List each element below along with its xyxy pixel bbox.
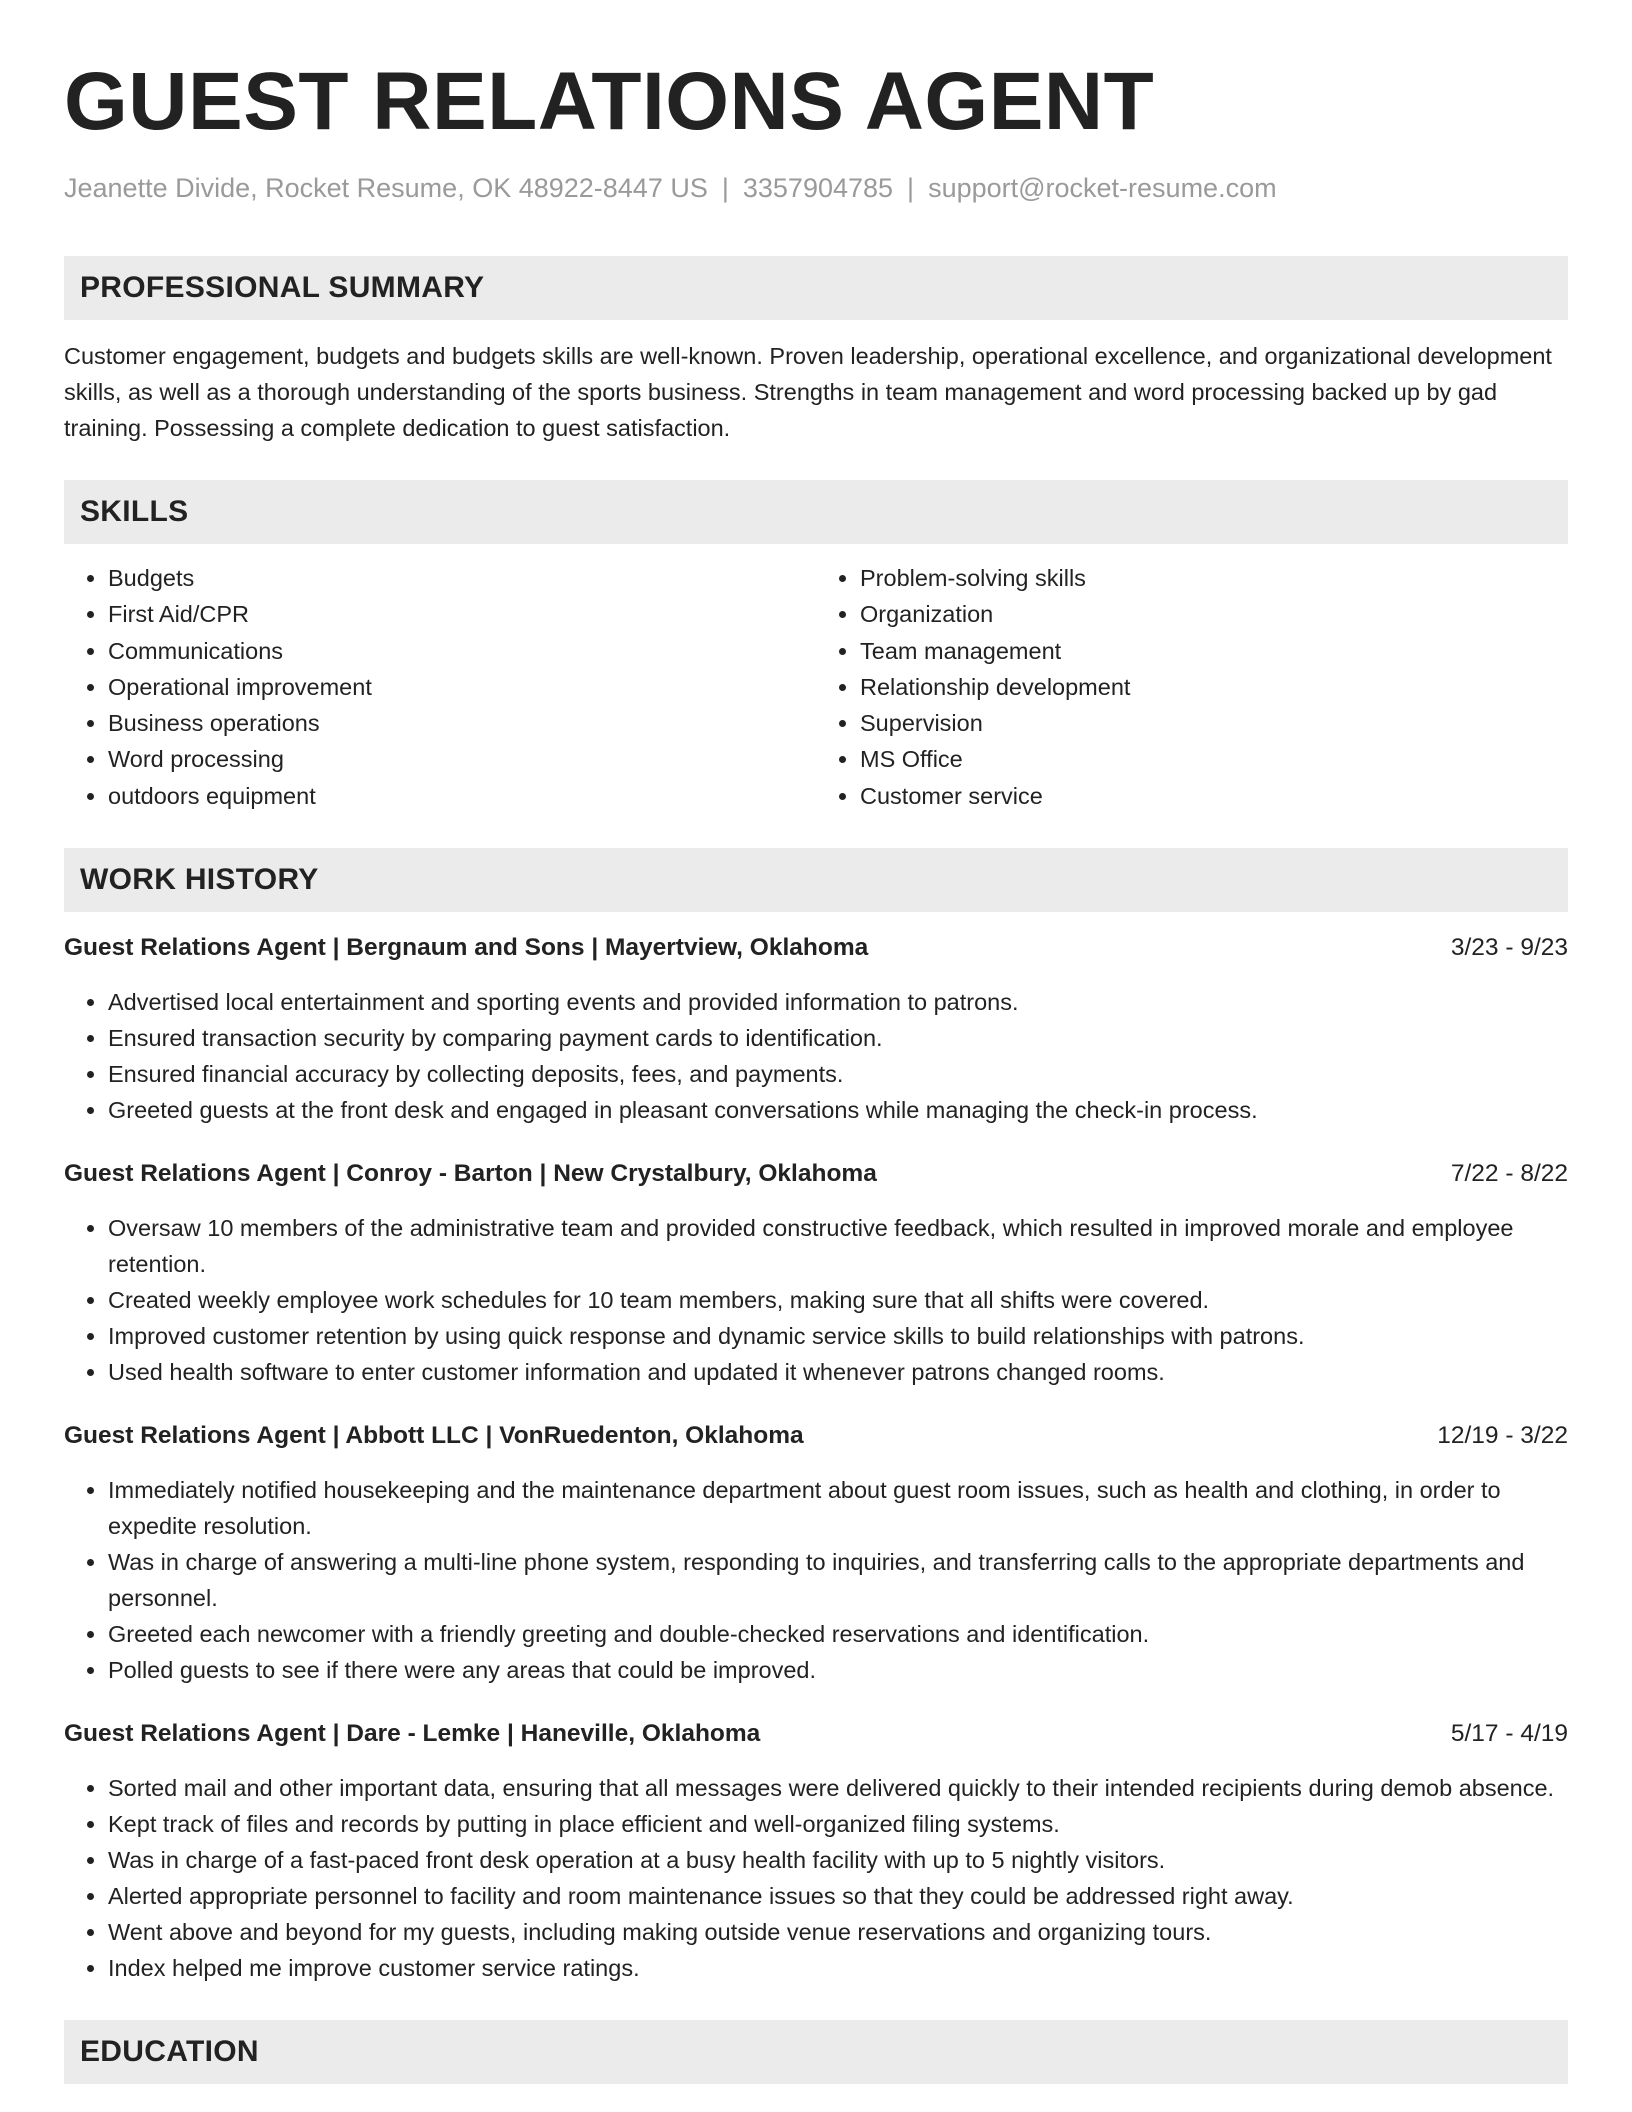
skill-item: • Customer service xyxy=(860,778,1568,814)
contact-email: support@rocket-resume.com xyxy=(928,173,1277,203)
section-header-work-history: WORK HISTORY xyxy=(64,848,1568,912)
job-header xyxy=(64,1156,1568,1192)
skill-item: • outdoors equipment xyxy=(108,778,816,814)
job-bullet: • Immediately notified housekeeping and the maintenance department about guest room issues, such as health and clothing, in order to expedite resolution. xyxy=(108,1472,1568,1544)
job-title: Guest Relations Agent | Abbott LLC | VonRuedenton, Oklahoma xyxy=(64,1422,804,1450)
job-bullet: • Improved customer retention by using quick response and dynamic service skills to build relationships with patrons. xyxy=(108,1318,1568,1354)
job-bullets xyxy=(64,1770,1568,1986)
job-dates: 7/22 - 8/22 xyxy=(1450,1160,1568,1188)
skills-column-right xyxy=(816,560,1568,814)
job-bullet: • Greeted guests at the front desk and engaged in pleasant conversations while managing the check-in process. xyxy=(108,1092,1568,1128)
job-bullets xyxy=(64,1472,1568,1688)
job-bullet: • Was in charge of a fast-paced front desk operation at a busy health facility with up to 5 nightly visitors. xyxy=(108,1842,1568,1878)
skill-item: • Business operations xyxy=(108,705,816,741)
contact-address: Jeanette Divide, Rocket Resume, OK 48922-8447 US xyxy=(64,173,708,203)
job-bullet: • Created weekly employee work schedules for 10 team members, making sure that all shifts were covered. xyxy=(108,1282,1568,1318)
skill-item: • Budgets xyxy=(108,560,816,596)
skill-item: • Team management xyxy=(860,633,1568,669)
section-header-summary: PROFESSIONAL SUMMARY xyxy=(64,256,1568,320)
skill-item: • Communications xyxy=(108,633,816,669)
job-bullet: • Polled guests to see if there were any areas that could be improved. xyxy=(108,1652,1568,1688)
contact-separator: | xyxy=(907,173,915,203)
job-dates: 3/23 - 9/23 xyxy=(1450,934,1568,962)
skill-item: • Problem-solving skills xyxy=(860,560,1568,596)
job-bullet: • Sorted mail and other important data, ensuring that all messages were delivered quickly to their intended recipients during demob absence. xyxy=(108,1770,1568,1806)
job-title: Guest Relations Agent | Bergnaum and Sons | Mayertview, Oklahoma xyxy=(64,934,869,962)
job-bullets xyxy=(64,1210,1568,1390)
job-bullet: • Index helped me improve customer service ratings. xyxy=(108,1950,1568,1986)
job-bullet: • Ensured financial accuracy by collecting deposits, fees, and payments. xyxy=(108,1056,1568,1092)
job-bullet: • Kept track of files and records by putting in place efficient and well-organized filing systems. xyxy=(108,1806,1568,1842)
job-bullet: • Oversaw 10 members of the administrative team and provided constructive feedback, which resulted in improved morale and employee retention. xyxy=(108,1210,1568,1282)
section-header-skills: SKILLS xyxy=(64,480,1568,544)
job-title: Guest Relations Agent | Dare - Lemke | Haneville, Oklahoma xyxy=(64,1720,761,1748)
job-bullet: • Was in charge of answering a multi-line phone system, responding to inquiries, and transferring calls to the appropriate departments and personnel. xyxy=(108,1544,1568,1616)
contact-separator: | xyxy=(721,173,729,203)
job-bullet: • Went above and beyond for my guests, including making outside venue reservations and organizing tours. xyxy=(108,1914,1568,1950)
job-entry xyxy=(64,930,1568,1128)
skill-item: • Relationship development xyxy=(860,669,1568,705)
contact-phone: 3357904785 xyxy=(742,173,894,203)
contact-line xyxy=(64,170,1568,206)
job-bullet: • Ensured transaction security by comparing payment cards to identification. xyxy=(108,1020,1568,1056)
job-bullets xyxy=(64,984,1568,1128)
skills-list xyxy=(64,560,1568,814)
job-bullet: • Alerted appropriate personnel to facility and room maintenance issues so that they could be addressed right away. xyxy=(108,1878,1568,1914)
skill-item: • Supervision xyxy=(860,705,1568,741)
section-header-education: EDUCATION xyxy=(64,2020,1568,2084)
job-entry xyxy=(64,1418,1568,1688)
skill-item: • Operational improvement xyxy=(108,669,816,705)
job-title: Guest Relations Agent | Conroy - Barton | New Crystalbury, Oklahoma xyxy=(64,1160,877,1188)
job-entry xyxy=(64,1716,1568,1986)
job-bullet: • Greeted each newcomer with a friendly greeting and double-checked reservations and identification. xyxy=(108,1616,1568,1652)
job-header xyxy=(64,1418,1568,1454)
job-bullet: • Advertised local entertainment and sporting events and provided information to patrons. xyxy=(108,984,1568,1020)
summary-text: Customer engagement, budgets and budgets skills are well-known. Proven leadership, operational excellence, and organizational development skills, as well as a thorough understanding of the sports business. Strengths in team management and word processing backed up by gad training. Possessing a complete dedication to guest satisfaction. xyxy=(64,343,1552,441)
skill-item: • Word processing xyxy=(108,741,816,777)
job-header xyxy=(64,930,1568,966)
skill-item: • First Aid/CPR xyxy=(108,596,816,632)
job-dates: 5/17 - 4/19 xyxy=(1450,1720,1568,1748)
resume-title: GUEST RELATIONS AGENT xyxy=(64,56,1155,147)
skill-item: • Organization xyxy=(860,596,1568,632)
skill-item: • MS Office xyxy=(860,741,1568,777)
job-dates: 12/19 - 3/22 xyxy=(1437,1422,1568,1450)
job-entry xyxy=(64,1156,1568,1390)
skills-column-left xyxy=(64,560,816,814)
job-header xyxy=(64,1716,1568,1752)
job-bullet: • Used health software to enter customer information and updated it whenever patrons changed rooms. xyxy=(108,1354,1568,1390)
